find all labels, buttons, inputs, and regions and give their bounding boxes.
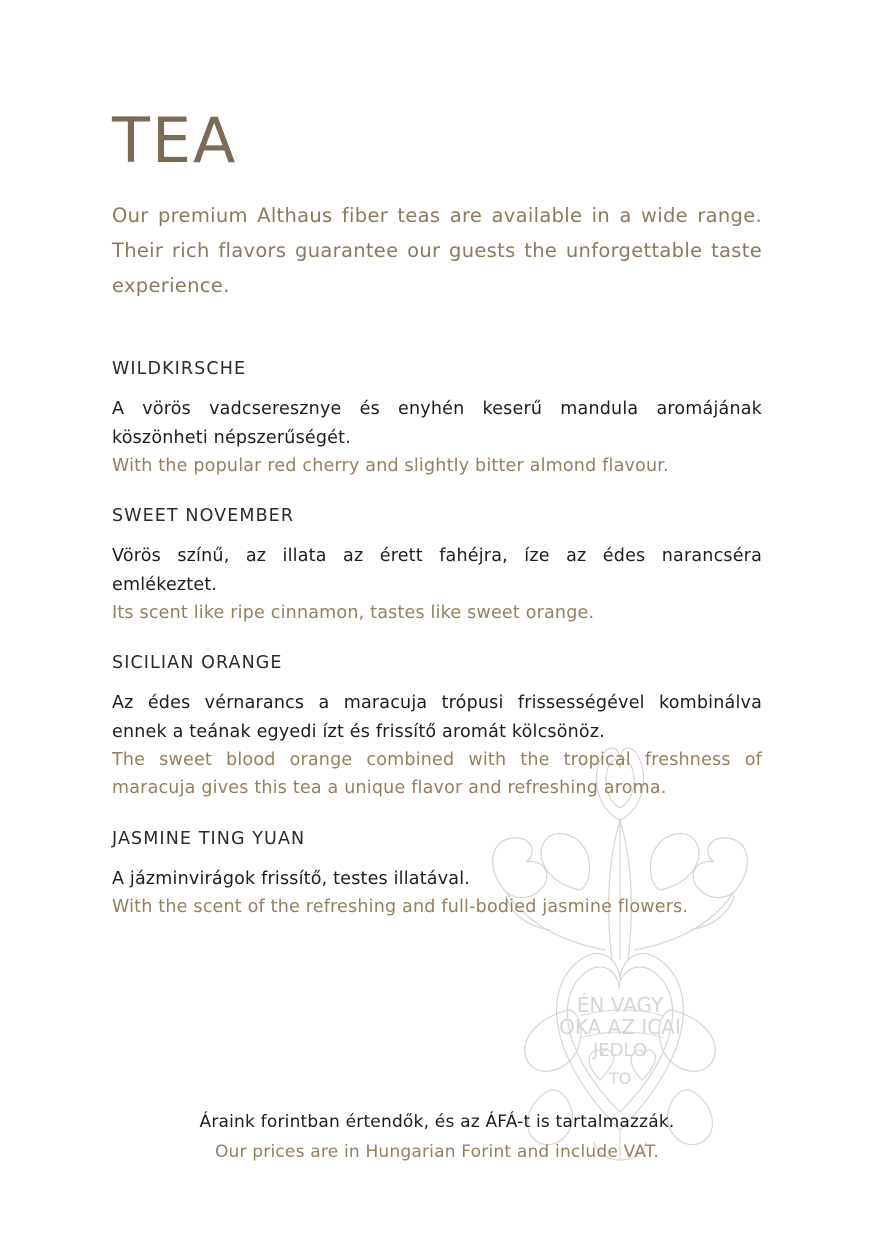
tea-description-en: With the popular red cherry and slightly bitter almond flavour. [112,455,669,476]
tea-description-hu: A vörös vadcseresznye és enyhén keserű mandula aromájának köszönheti népszerűségét. [112,399,762,448]
tea-name: SICILIAN ORANGE [112,653,283,674]
footer-note-en: Our prices are in Hungarian Forint and include VAT. [214,1142,660,1162]
tea-list [112,359,762,921]
page-title: TEA [112,104,238,177]
tea-description-en: Its scent like ripe cinnamon, tastes like sweet orange. [112,602,595,623]
list-item [112,829,762,922]
svg-text:ÉN VAGY: ÉN VAGY [576,993,664,1017]
tea-description-en: With the scent of the refreshing and full-bodied jasmine flowers. [112,896,689,917]
intro-paragraph: Our premium Althaus fiber teas are available in a wide range. Their rich flavors guarantee our guests the unforgettable taste experience. [112,204,762,297]
svg-text:TO: TO [608,1069,632,1088]
list-item [112,506,762,627]
list-item [112,359,762,480]
menu-content [112,0,762,947]
svg-text:OKA AZ ICAI: OKA AZ ICAI [559,1015,681,1039]
tea-description-hu: Vörös színű, az illata az érett fahéjra, íze az édes narancséra emlékeztet. [112,546,762,595]
list-item [112,653,762,802]
footer-note-hu: Áraink forintban értendők, és az ÁFÁ-t is tartalmazzák. [199,1112,675,1132]
tea-name: JASMINE TING YUAN [112,828,306,849]
page-footer [0,1112,874,1162]
tea-description-hu: A jázminvirágok frissítő, testes illatával. [112,868,471,889]
tea-description-en: The sweet blood orange combined with the tropical freshness of maracuja gives this tea a unique flavor and refreshing aroma. [112,749,762,799]
tea-description-hu: Az édes vérnarancs a maracuja trópusi frissességével kombinálva ennek a teának egyedi ízt és frissítő aromát kölcsönöz. [112,693,762,742]
tea-name: SWEET NOVEMBER [112,506,295,527]
tea-name: WILDKIRSCHE [112,359,247,380]
svg-text:JEDLO: JEDLO [592,1040,648,1061]
